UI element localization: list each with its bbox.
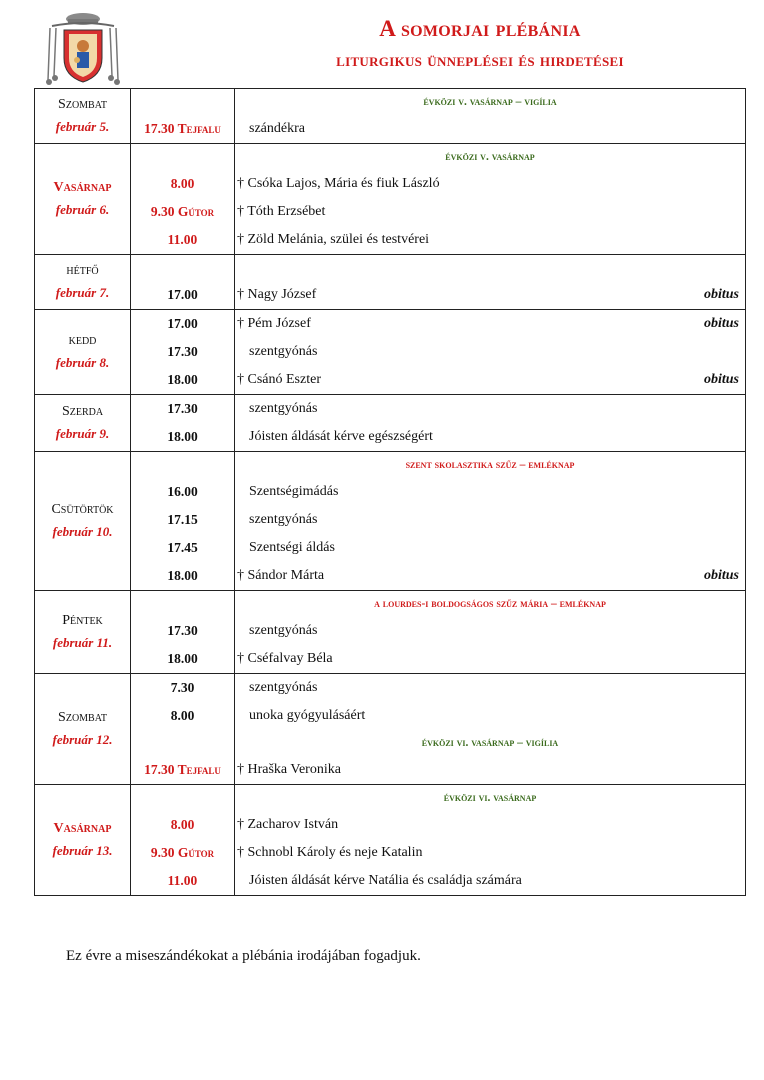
day-row — [35, 255, 746, 310]
day-date: február 7. — [55, 285, 110, 300]
feast-label: évközi vi. vasárnap – vigília — [421, 737, 559, 749]
feast-label: évközi v. vasárnap — [445, 151, 535, 163]
day-name: Vasárnap — [53, 180, 112, 195]
intention-entry: szentgyónás — [249, 512, 318, 527]
day-name: Vasárnap — [53, 821, 112, 836]
day-name: Szombat — [58, 97, 107, 112]
intention-entry: Jóisten áldását kérve egészségért — [249, 429, 433, 444]
mass-time: 17.00 — [167, 316, 198, 331]
intention-cell — [235, 674, 746, 785]
mass-time: 17.00 — [167, 287, 198, 302]
mass-time: 17.45 — [167, 540, 198, 555]
feast-label: évközi v. vasárnap – vigília — [423, 96, 557, 108]
intention-entry: unoka gyógyulásáért — [249, 708, 366, 723]
day-row — [35, 674, 746, 785]
feast-label: a lourdes-i boldogságos szűz mária – emléknap — [374, 598, 606, 610]
obitus-label: obitus — [703, 568, 739, 583]
intention-entry: † Schnobl Károly és neje Katalin — [237, 845, 423, 860]
mass-time: 17.15 — [167, 512, 198, 527]
day-cell — [35, 452, 131, 591]
footer-note: Ez évre a miseszándékokat a plébánia irodájában fogadjuk. — [66, 948, 421, 964]
mass-time: 16.00 — [167, 484, 198, 499]
time-cell — [131, 310, 235, 395]
obitus-label: obitus — [703, 372, 739, 387]
schedule-table — [34, 88, 746, 896]
time-cell — [131, 785, 235, 896]
obitus-label: obitus — [703, 287, 739, 302]
intention-entry: Jóisten áldását kérve Natália és családja számára — [249, 873, 522, 888]
intention-entry: szentgyónás — [249, 401, 318, 416]
time-cell — [131, 255, 235, 310]
parish-crest-icon — [44, 10, 122, 86]
time-cell — [131, 144, 235, 255]
mass-time: 17.30 Tejfalu — [144, 121, 221, 136]
mass-time: 7.30 — [170, 680, 195, 695]
day-name: Szombat — [58, 710, 107, 725]
day-date: február 11. — [52, 635, 113, 650]
day-date: február 13. — [52, 843, 113, 858]
day-cell — [35, 144, 131, 255]
mass-time: 8.00 — [170, 817, 195, 832]
intention-entry: Szentségi áldás — [249, 540, 335, 555]
page-title: A somorjai plébánia — [379, 16, 581, 41]
intention-entry: † Pém József obitus — [235, 310, 745, 338]
day-row — [35, 89, 746, 144]
intention-entry: szentgyónás — [249, 623, 318, 638]
day-row — [35, 395, 746, 452]
mass-time: 17.30 — [167, 623, 198, 638]
intention-cell — [235, 785, 746, 896]
day-cell — [35, 395, 131, 452]
mass-time: 17.30 Tejfalu — [144, 762, 221, 777]
day-name: Csütörtök — [51, 502, 114, 517]
intention-cell — [235, 310, 746, 395]
mass-time: 11.00 — [167, 232, 198, 247]
day-row — [35, 144, 746, 255]
intention-entry: † Zacharov István — [237, 817, 339, 832]
intention-entry: † Sándor Márta obitus — [235, 562, 745, 590]
intention-cell — [235, 255, 746, 310]
intention-cell — [235, 89, 746, 144]
day-name: hétfő — [66, 263, 99, 278]
time-cell — [131, 395, 235, 452]
time-cell — [131, 674, 235, 785]
intention-cell — [235, 144, 746, 255]
mass-time: 9.30 Gútor — [150, 204, 215, 219]
page-subtitle: liturgikus ünneplései és hirdetései — [336, 50, 624, 71]
day-name: Péntek — [62, 613, 103, 628]
mass-time: 17.30 — [167, 344, 198, 359]
feast-label: szent skolasztika szűz – emléknap — [405, 459, 575, 471]
day-row — [35, 591, 746, 674]
day-cell — [35, 785, 131, 896]
day-name: Szerda — [61, 404, 104, 419]
day-row — [35, 452, 746, 591]
intention-entry: szentgyónás — [249, 680, 318, 695]
mass-time: 18.00 — [167, 429, 198, 444]
intention-entry: † Hraška Veronika — [237, 762, 341, 777]
day-row — [35, 785, 746, 896]
time-cell — [131, 89, 235, 144]
mass-time: 9.30 Gútor — [150, 845, 215, 860]
intention-entry: Szentségimádás — [249, 484, 339, 499]
day-cell — [35, 591, 131, 674]
day-cell — [35, 89, 131, 144]
intention-entry: † Nagy József obitus — [235, 281, 745, 309]
time-cell — [131, 452, 235, 591]
intention-entry: † Csánó Eszter obitus — [235, 366, 745, 394]
mass-time: 18.00 — [167, 568, 198, 583]
day-date: február 8. — [55, 355, 110, 370]
intention-cell — [235, 452, 746, 591]
day-cell — [35, 674, 131, 785]
day-date: február 6. — [55, 202, 110, 217]
day-row — [35, 310, 746, 395]
mass-time: 8.00 — [170, 708, 195, 723]
day-cell — [35, 310, 131, 395]
mass-time: 8.00 — [170, 176, 195, 191]
intention-entry: szentgyónás — [249, 344, 318, 359]
intention-entry: † Tóth Erzsébet — [237, 204, 326, 219]
intention-entry: † Cséfalvay Béla — [237, 651, 333, 666]
day-name: kedd — [68, 333, 97, 348]
intention-cell — [235, 395, 746, 452]
day-date: február 9. — [55, 426, 110, 441]
intention-entry: † Zöld Melánia, szülei és testvérei — [237, 232, 430, 247]
day-cell — [35, 255, 131, 310]
mass-time: 18.00 — [167, 651, 198, 666]
day-date: február 5. — [55, 119, 110, 134]
mass-time: 11.00 — [167, 873, 198, 888]
intention-entry: † Csóka Lajos, Mária és fiuk László — [237, 176, 440, 191]
intention-cell — [235, 591, 746, 674]
mass-time: 17.30 — [167, 401, 198, 416]
obitus-label: obitus — [703, 316, 739, 331]
mass-time: 18.00 — [167, 372, 198, 387]
day-date: február 12. — [52, 732, 113, 747]
intention-entry: szándékra — [249, 121, 305, 136]
feast-label: évközi vi. vasárnap — [443, 792, 537, 804]
day-date: február 10. — [52, 524, 113, 539]
time-cell — [131, 591, 235, 674]
